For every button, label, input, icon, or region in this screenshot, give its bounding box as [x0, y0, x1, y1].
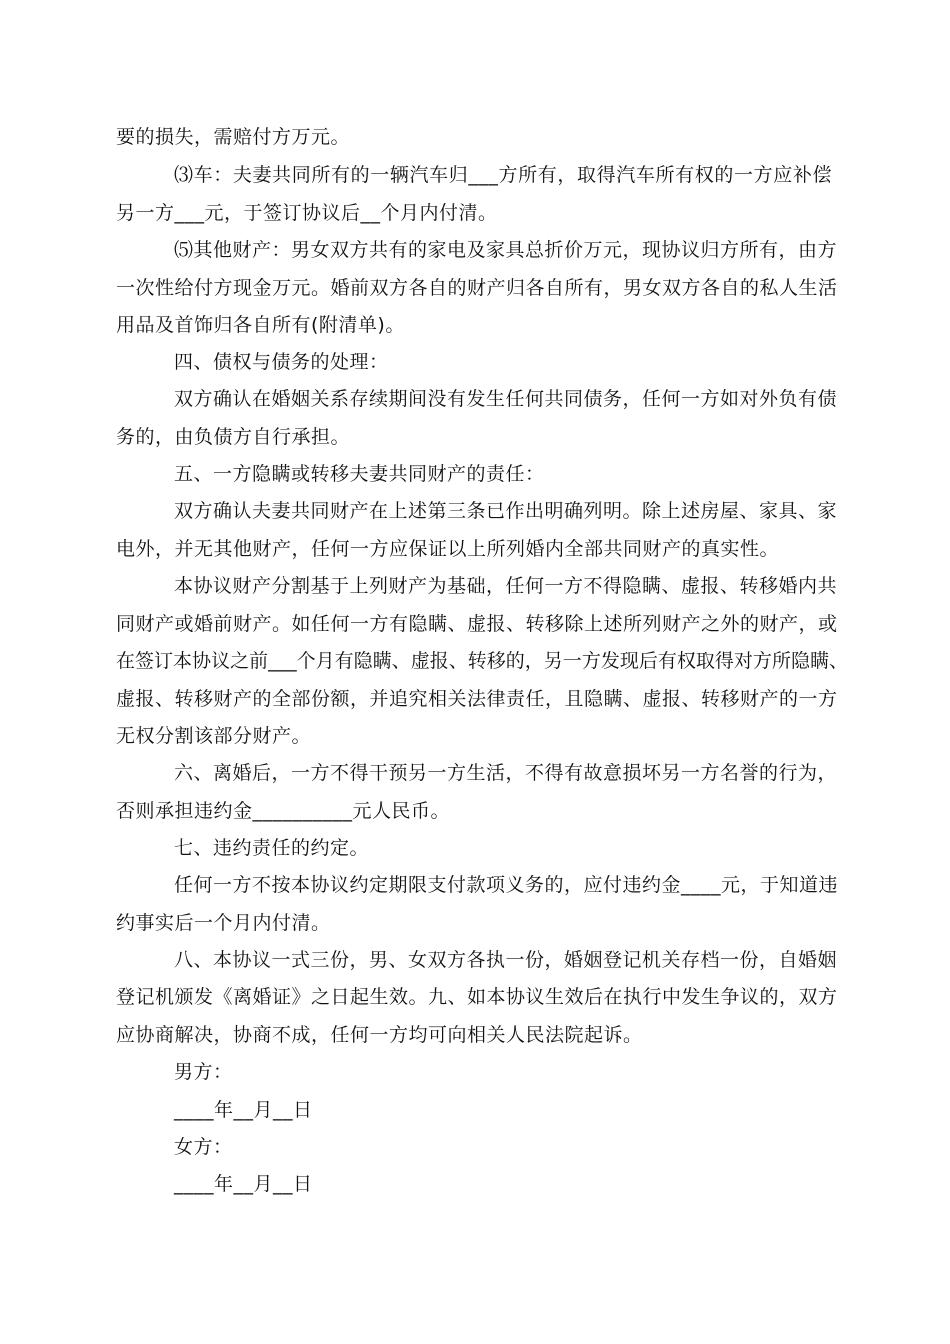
- text-line: 无权分割该部分财产。: [116, 725, 312, 747]
- text-line: ⑸其他财产：男女双方共有的家电及家具总折价万元，现协议归方所有，由方: [174, 239, 838, 261]
- text-line: 虚报、转移财产的全部份额，并追究相关法律责任，且隐瞒、虚报、转移财产的一方: [116, 688, 838, 710]
- text-line: ⑶车：夫妻共同所有的一辆汽车归___方所有，取得汽车所有权的一方应补偿: [174, 164, 832, 186]
- signature-date-male: ____年__月__日: [174, 1099, 313, 1121]
- text-line: 一次性给付方现金万元。婚前双方各自的财产归各自所有，男女双方各自的私人生活: [116, 277, 838, 299]
- text-line: 务的，由负债方自行承担。: [116, 426, 351, 448]
- section-heading: 六、离婚后，一方不得干预另一方生活，不得有故意损坏另一方名誉的行为，: [174, 762, 838, 784]
- section-heading: 五、一方隐瞒或转移夫妻共同财产的责任：: [174, 463, 545, 485]
- text-line: 任何一方不按本协议约定期限支付款项义务的，应付违约金____元，于知道违: [174, 874, 839, 896]
- text-line: 约事实后一个月内付清。: [116, 912, 331, 934]
- text-line: 否则承担违约金__________元人民币。: [116, 800, 451, 822]
- text-line: 用品及首饰归各自所有(附清单)。: [116, 314, 405, 336]
- text-line: 双方确认在婚姻关系存续期间没有发生任何共同债务，任何一方如对外负有债: [174, 388, 838, 410]
- text-line: 要的损失，需赔付方万元。: [116, 126, 351, 148]
- text-line: 应协商解决，协商不成，任何一方均可向相关人民法院起诉。: [116, 1024, 643, 1046]
- section-heading: 四、债权与债务的处理：: [174, 351, 389, 373]
- section-heading: 七、违约责任的约定。: [174, 837, 370, 859]
- signature-label-male: 男方：: [174, 1061, 233, 1083]
- signature-label-female: 女方：: [174, 1136, 233, 1158]
- text-line: 双方确认夫妻共同财产在上述第三条已作出明确列明。除上述房屋、家具、家: [174, 500, 838, 522]
- text-line: 在签订本协议之前___个月有隐瞒、虚报、转移的，另一方发现后有权取得对方所隐瞒、: [116, 650, 848, 672]
- text-line: 电外，并无其他财产，任何一方应保证以上所列婚内全部共同财产的真实性。: [116, 538, 780, 560]
- text-line: 本协议财产分割基于上列财产为基础，任何一方不得隐瞒、虚报、转移婚内共: [174, 575, 838, 597]
- section-heading: 八、本协议一式三份，男、女双方各执一份，婚姻登记机关存档一份，自婚姻: [174, 949, 838, 971]
- signature-date-female: ____年__月__日: [174, 1173, 313, 1195]
- text-line: 同财产或婚前财产。如任何一方有隐瞒、虚报、转移除上述所列财产之外的财产，或: [116, 613, 838, 635]
- text-line: 另一方___元，于签订协议后__个月内付清。: [116, 202, 498, 224]
- text-line: 登记机颁发《离婚证》之日起生效。九、如本协议生效后在执行中发生争议的，双方: [116, 986, 838, 1008]
